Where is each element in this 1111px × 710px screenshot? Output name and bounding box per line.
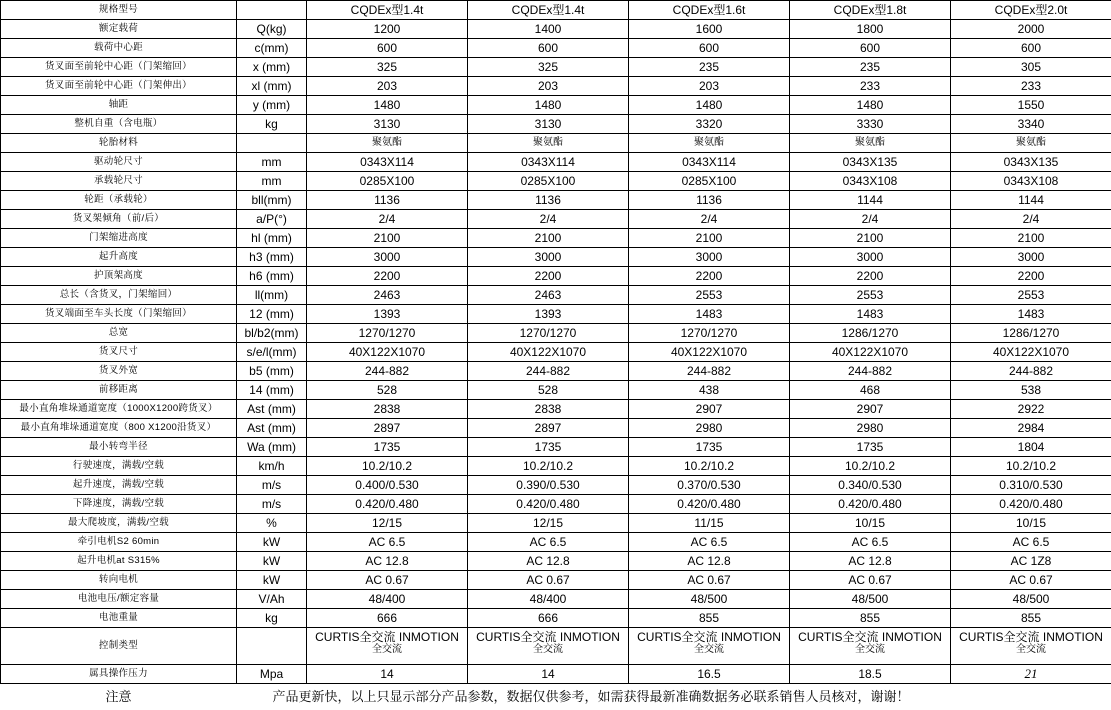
spec-name: 货叉面至前轮中心距（门架缩回） [1,58,237,77]
spec-unit: V/Ah [237,590,307,609]
control-line1: CURTIS全交流 INMOTION [307,630,467,644]
spec-value: 0285X100 [629,172,790,191]
spec-row [1,400,1111,419]
spec-value: AC 0.67 [629,571,790,590]
spec-unit: bl/b2(mm) [237,324,307,343]
spec-value: AC 12.8 [629,552,790,571]
spec-value: 2200 [629,267,790,286]
spec-value: 600 [307,39,468,58]
spec-name: 护顶架高度 [1,267,237,286]
spec-name: 前移距离 [1,381,237,400]
spec-value: 40X122X1070 [951,343,1111,362]
spec-value: 244-882 [307,362,468,381]
model-header: CQDEx型2.0t [951,1,1111,20]
spec-value: 0343X108 [951,172,1111,191]
spec-value: 1400 [468,20,629,39]
control-line2: 全交流 [629,644,789,656]
spec-value: 1735 [790,438,951,457]
spec-value: 10/15 [790,514,951,533]
spec-unit: xl (mm) [237,77,307,96]
spec-value: 2100 [951,229,1111,248]
control-row [1,628,1111,665]
spec-value: 48/500 [629,590,790,609]
spec-value: 203 [307,77,468,96]
spec-value: 3130 [468,115,629,134]
spec-value: 聚氨酯 [951,134,1111,153]
header-label: 规格型号 [1,1,237,20]
spec-value: 14 [468,665,629,684]
spec-value: 10.2/10.2 [790,457,951,476]
spec-row [1,210,1111,229]
spec-row [1,514,1111,533]
spec-row [1,77,1111,96]
spec-value: 0.420/0.480 [951,495,1111,514]
spec-row [1,115,1111,134]
spec-unit: m/s [237,495,307,514]
spec-row [1,286,1111,305]
spec-value: 聚氨酯 [790,134,951,153]
spec-value: 0.400/0.530 [307,476,468,495]
spec-value: 10.2/10.2 [951,457,1111,476]
spec-value: 2200 [307,267,468,286]
spec-value: 0343X114 [629,153,790,172]
model-header: CQDEx型1.8t [790,1,951,20]
spec-value: 1136 [307,191,468,210]
spec-value: 325 [468,58,629,77]
spec-value: 244-882 [951,362,1111,381]
spec-name: 最大爬坡度，满载/空载 [1,514,237,533]
spec-value: 2838 [468,400,629,419]
spec-value: 3330 [790,115,951,134]
spec-value: 855 [790,609,951,628]
spec-unit: ll(mm) [237,286,307,305]
spec-unit: c(mm) [237,39,307,58]
spec-value: 1393 [468,305,629,324]
header-row [1,1,1111,20]
spec-value: AC 0.67 [307,571,468,590]
spec-value: 1136 [629,191,790,210]
spec-row [1,96,1111,115]
spec-unit: km/h [237,457,307,476]
spec-value: 1144 [951,191,1111,210]
spec-value: 0.390/0.530 [468,476,629,495]
spec-value: 1136 [468,191,629,210]
spec-unit: % [237,514,307,533]
spec-name: 载荷中心距 [1,39,237,58]
spec-unit: kg [237,115,307,134]
spec-value: 2897 [307,419,468,438]
spec-row [1,153,1111,172]
control-line2: 全交流 [307,644,467,656]
spec-value: AC 0.67 [468,571,629,590]
spec-value: 2984 [951,419,1111,438]
spec-value: 10.2/10.2 [468,457,629,476]
control-line1: CURTIS全交流 INMOTION [629,630,789,644]
spec-value: 0.420/0.480 [629,495,790,514]
spec-value: 2922 [951,400,1111,419]
spec-value: 2907 [790,400,951,419]
spec-value: 2100 [629,229,790,248]
header-unit [237,1,307,20]
spec-value [468,628,629,665]
spec-value: 666 [468,609,629,628]
spec-value: 468 [790,381,951,400]
control-line1: CURTIS全交流 INMOTION [790,630,950,644]
spec-value: 3000 [951,248,1111,267]
spec-value: 203 [468,77,629,96]
spec-value: 0.370/0.530 [629,476,790,495]
spec-name: 轴距 [1,96,237,115]
spec-value: 528 [307,381,468,400]
spec-value: 聚氨酯 [629,134,790,153]
control-line2: 全交流 [951,644,1111,656]
spec-value: 2838 [307,400,468,419]
spec-value: 40X122X1070 [629,343,790,362]
spec-unit: Ast (mm) [237,400,307,419]
spec-value: 10/15 [951,514,1111,533]
spec-value: 3000 [629,248,790,267]
spec-value: 48/400 [468,590,629,609]
spec-value: 0285X100 [307,172,468,191]
spec-value: 235 [790,58,951,77]
spec-value: 0.340/0.530 [790,476,951,495]
spec-unit: 14 (mm) [237,381,307,400]
spec-value: 1480 [307,96,468,115]
spec-name: 起升速度，满载/空载 [1,476,237,495]
control-line2: 全交流 [790,644,950,656]
spec-value: 203 [629,77,790,96]
spec-row [1,58,1111,77]
spec-value: 10.2/10.2 [307,457,468,476]
spec-value: 600 [629,39,790,58]
spec-row [1,267,1111,286]
spec-value: 600 [951,39,1111,58]
spec-name: 承载轮尺寸 [1,172,237,191]
spec-value: 2/4 [307,210,468,229]
spec-unit: Ast (mm) [237,419,307,438]
spec-value: AC 12.8 [307,552,468,571]
spec-value: 1286/1270 [790,324,951,343]
spec-value: 0343X114 [307,153,468,172]
spec-name: 电池重量 [1,609,237,628]
spec-value: 48/500 [951,590,1111,609]
spec-value: AC 1Z8 [951,552,1111,571]
spec-value: AC 6.5 [307,533,468,552]
spec-row [1,457,1111,476]
spec-unit [237,628,307,665]
spec-value: 48/400 [307,590,468,609]
spec-row [1,20,1111,39]
spec-row [1,419,1111,438]
spec-value: 2100 [468,229,629,248]
spec-row [1,39,1111,58]
model-header: CQDEx型1.4t [468,1,629,20]
spec-value: 3320 [629,115,790,134]
spec-row [1,229,1111,248]
spec-value: 1483 [951,305,1111,324]
spec-value: 1735 [468,438,629,457]
spec-value: 3130 [307,115,468,134]
spec-value: 2000 [951,20,1111,39]
spec-value: AC 6.5 [790,533,951,552]
spec-unit: kW [237,571,307,590]
spec-value: 666 [307,609,468,628]
spec-value: 0285X100 [468,172,629,191]
spec-value: 3000 [307,248,468,267]
spec-value [951,628,1111,665]
spec-row [1,590,1111,609]
spec-value: 0343X108 [790,172,951,191]
spec-unit: h6 (mm) [237,267,307,286]
spec-value: 233 [951,77,1111,96]
spec-unit: mm [237,153,307,172]
spec-value: 1200 [307,20,468,39]
spec-row [1,324,1111,343]
spec-row [1,495,1111,514]
spec-value: 40X122X1070 [468,343,629,362]
spec-value: 21 [951,665,1111,684]
spec-value: 11/15 [629,514,790,533]
spec-unit: h3 (mm) [237,248,307,267]
spec-value [629,628,790,665]
spec-value: 2/4 [790,210,951,229]
spec-name: 最小直角堆垛通道宽度（800 X1200沿货叉） [1,419,237,438]
note-text: 产品更新快，以上只显示部分产品参数，数据仅供参考，如需获得最新准确数据务必联系销售人员核对，谢谢！ [237,684,1111,710]
spec-unit: m/s [237,476,307,495]
spec-value: 244-882 [790,362,951,381]
spec-name: 额定载荷 [1,20,237,39]
spec-value: 305 [951,58,1111,77]
spec-value: 1800 [790,20,951,39]
spec-value: AC 6.5 [951,533,1111,552]
control-line1: CURTIS全交流 INMOTION [468,630,628,644]
spec-row [1,609,1111,628]
spec-value: 1480 [468,96,629,115]
spec-value: AC 6.5 [468,533,629,552]
spec-unit: kW [237,533,307,552]
spec-value: 2980 [629,419,790,438]
spec-name: 下降速度，满载/空载 [1,495,237,514]
spec-row [1,248,1111,267]
spec-value: AC 12.8 [790,552,951,571]
spec-value [790,628,951,665]
spec-value: 2553 [629,286,790,305]
spec-value: 2100 [790,229,951,248]
spec-name: 总宽 [1,324,237,343]
spec-unit: Q(kg) [237,20,307,39]
spec-value: 1600 [629,20,790,39]
spec-value: 1483 [790,305,951,324]
spec-value: 12/15 [468,514,629,533]
spec-value: 1550 [951,96,1111,115]
model-header: CQDEx型1.4t [307,1,468,20]
spec-value: 12/15 [307,514,468,533]
spec-row [1,381,1111,400]
spec-value: 600 [468,39,629,58]
spec-value: 3000 [790,248,951,267]
spec-value: 3000 [468,248,629,267]
spec-unit: a/P(°) [237,210,307,229]
spec-unit: kW [237,552,307,571]
spec-row [1,305,1111,324]
spec-value: 1270/1270 [307,324,468,343]
spec-value: 1480 [629,96,790,115]
spec-name: 控制类型 [1,628,237,665]
spec-value: 1735 [307,438,468,457]
spec-value: 438 [629,381,790,400]
spec-value: 18.5 [790,665,951,684]
spec-unit: Mpa [237,665,307,684]
spec-name: 货叉端面至车头长度（门架缩回） [1,305,237,324]
spec-name: 轮距（承载轮） [1,191,237,210]
control-line1: CURTIS全交流 INMOTION [951,630,1111,644]
spec-value: 2907 [629,400,790,419]
spec-row [1,172,1111,191]
note-label: 注意 [1,684,237,710]
spec-value: 10.2/10.2 [629,457,790,476]
spec-value: 325 [307,58,468,77]
spec-row [1,533,1111,552]
spec-value: 0343X135 [790,153,951,172]
spec-value: AC 6.5 [629,533,790,552]
spec-value: 1735 [629,438,790,457]
spec-name: 门架缩进高度 [1,229,237,248]
spec-value: 2897 [468,419,629,438]
spec-name: 最小转弯半径 [1,438,237,457]
spec-name: 整机自重（含电瓶） [1,115,237,134]
spec-unit: b5 (mm) [237,362,307,381]
spec-unit: 12 (mm) [237,305,307,324]
spec-value: 235 [629,58,790,77]
spec-value: 14 [307,665,468,684]
spec-value: 0.420/0.480 [468,495,629,514]
spec-name: 驱动轮尺寸 [1,153,237,172]
spec-row [1,571,1111,590]
spec-name: 最小直角堆垛通道宽度（1000X1200跨货叉） [1,400,237,419]
spec-value: AC 0.67 [951,571,1111,590]
spec-value: 538 [951,381,1111,400]
spec-unit: hl (mm) [237,229,307,248]
spec-value: 1393 [307,305,468,324]
spec-name: 货叉架倾角（前/后） [1,210,237,229]
spec-name: 轮胎材料 [1,134,237,153]
spec-name: 转向电机 [1,571,237,590]
spec-value: 40X122X1070 [790,343,951,362]
spec-value: 528 [468,381,629,400]
spec-unit: s/e/l(mm) [237,343,307,362]
spec-name: 货叉外宽 [1,362,237,381]
spec-value: 40X122X1070 [307,343,468,362]
spec-value: 2100 [307,229,468,248]
spec-value: 1483 [629,305,790,324]
spec-value: AC 0.67 [790,571,951,590]
spec-value: 16.5 [629,665,790,684]
spec-value: 1144 [790,191,951,210]
spec-row [1,438,1111,457]
note-row [1,684,1111,710]
spec-name: 货叉尺寸 [1,343,237,362]
spec-value: 0.420/0.480 [790,495,951,514]
spec-unit: bll(mm) [237,191,307,210]
spec-value: 1286/1270 [951,324,1111,343]
spec-unit: Wa (mm) [237,438,307,457]
spec-value: 0343X135 [951,153,1111,172]
spec-name: 货叉面至前轮中心距（门架伸出） [1,77,237,96]
spec-unit: kg [237,609,307,628]
spec-value: 2/4 [951,210,1111,229]
spec-value: 244-882 [629,362,790,381]
spec-value: 0.310/0.530 [951,476,1111,495]
spec-value: 2200 [790,267,951,286]
spec-value: 聚氨酯 [468,134,629,153]
spec-value: 1480 [790,96,951,115]
spec-unit [237,134,307,153]
spec-value: 0.420/0.480 [307,495,468,514]
pressure-row [1,665,1111,684]
spec-value: 聚氨酯 [307,134,468,153]
spec-row [1,552,1111,571]
spec-value: 2980 [790,419,951,438]
spec-value: 600 [790,39,951,58]
spec-value: 48/500 [790,590,951,609]
spec-unit: y (mm) [237,96,307,115]
spec-row [1,476,1111,495]
spec-value: 2200 [468,267,629,286]
spec-name: 行驶速度，满载/空载 [1,457,237,476]
spec-unit: mm [237,172,307,191]
spec-value: 2200 [951,267,1111,286]
spec-value: 2463 [468,286,629,305]
spec-value: 233 [790,77,951,96]
spec-value [307,628,468,665]
spec-value: 1270/1270 [629,324,790,343]
spec-value: 855 [951,609,1111,628]
spec-value: 3340 [951,115,1111,134]
spec-name: 起升电机at S315% [1,552,237,571]
spec-row [1,362,1111,381]
spec-name: 起升高度 [1,248,237,267]
spec-name: 总长（含货叉，门架缩回） [1,286,237,305]
model-header: CQDEx型1.6t [629,1,790,20]
spec-value: 1270/1270 [468,324,629,343]
spec-value: 0343X114 [468,153,629,172]
spec-value: 244-882 [468,362,629,381]
spec-value: 2463 [307,286,468,305]
spec-value: 2553 [790,286,951,305]
spec-value: 855 [629,609,790,628]
spec-value: 2/4 [629,210,790,229]
spec-value: 2553 [951,286,1111,305]
spec-row [1,343,1111,362]
spec-name: 属具操作压力 [1,665,237,684]
spec-value: 2/4 [468,210,629,229]
spec-value: AC 12.8 [468,552,629,571]
spec-row [1,191,1111,210]
spec-unit: x (mm) [237,58,307,77]
spec-row [1,134,1111,153]
spec-value: 1804 [951,438,1111,457]
spec-name: 电池电压/额定容量 [1,590,237,609]
spec-name: 牵引电机S2 60min [1,533,237,552]
control-line2: 全交流 [468,644,628,656]
